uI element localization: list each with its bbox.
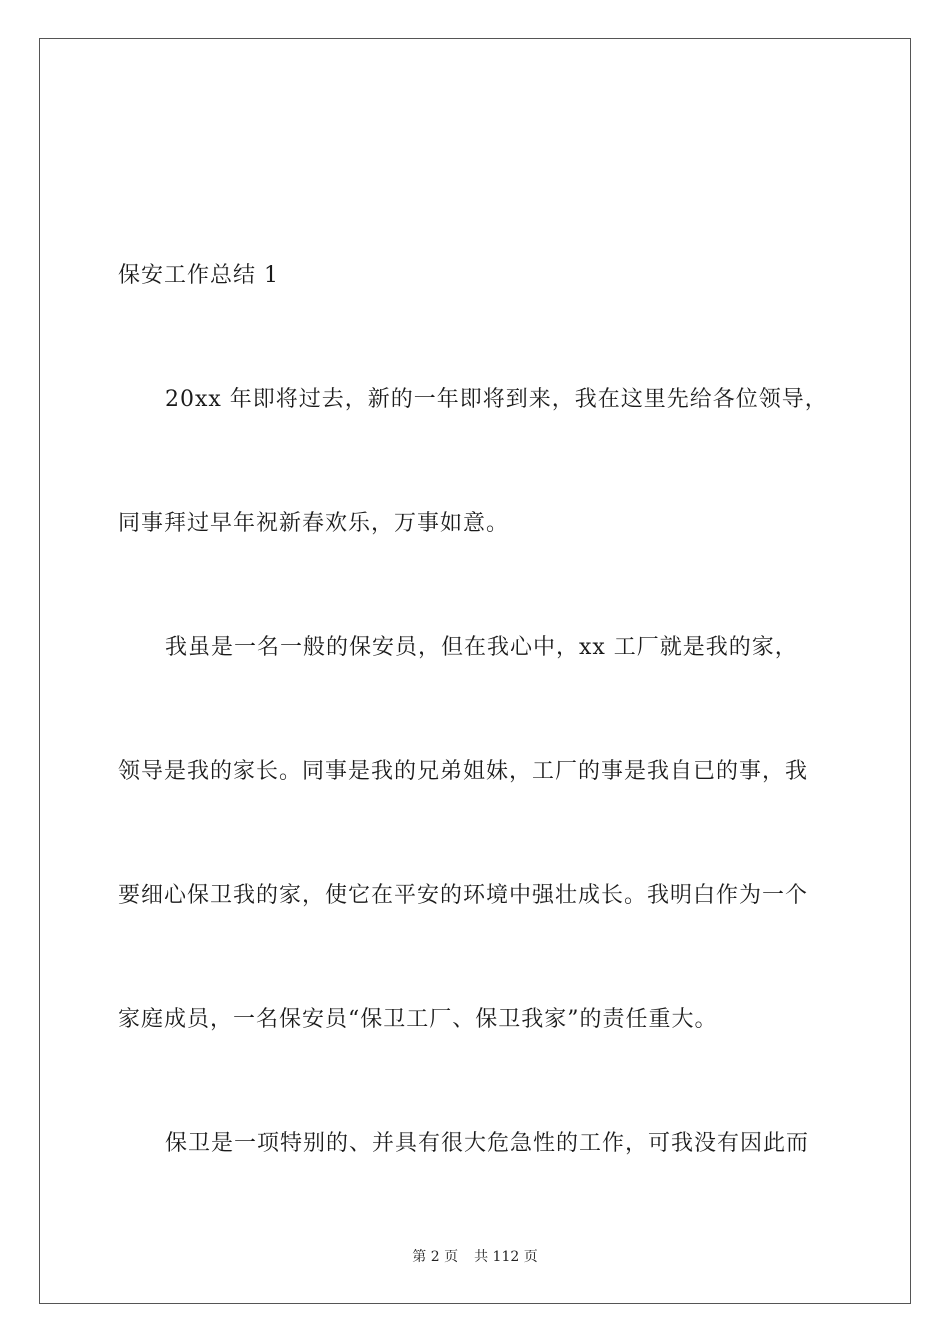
- paragraph-line: 同事拜过早年祝新春欢乐，万事如意。: [118, 511, 510, 536]
- paragraph-line: 领导是我的家长。同事是我的兄弟姐妹，工厂的事是我自已的事，我: [118, 759, 809, 784]
- paragraph-line: 要细心保卫我的家，使它在平安的环境中强壮成长。我明白作为一个: [118, 883, 809, 908]
- page-frame: [39, 38, 911, 1304]
- paragraph-line: 家庭成员，一名保安员“保卫工厂、保卫我家”的责任重大。: [118, 1007, 718, 1032]
- paragraph-line: 20xx 年即将过去，新的一年即将到来，我在这里先给各位领导，: [165, 387, 828, 412]
- paragraph-line: 我虽是一名一般的保安员，但在我心中，xx 工厂就是我的家，: [165, 635, 798, 660]
- paragraph-line: 保卫是一项特别的、并具有很大危急性的工作，可我没有因此而: [165, 1131, 810, 1156]
- page-footer: [0, 1248, 950, 1266]
- page-number: 第 2 页: [412, 1249, 459, 1265]
- page-total: 共 112 页: [474, 1249, 538, 1265]
- document-heading: 保安工作总结 1: [118, 263, 279, 288]
